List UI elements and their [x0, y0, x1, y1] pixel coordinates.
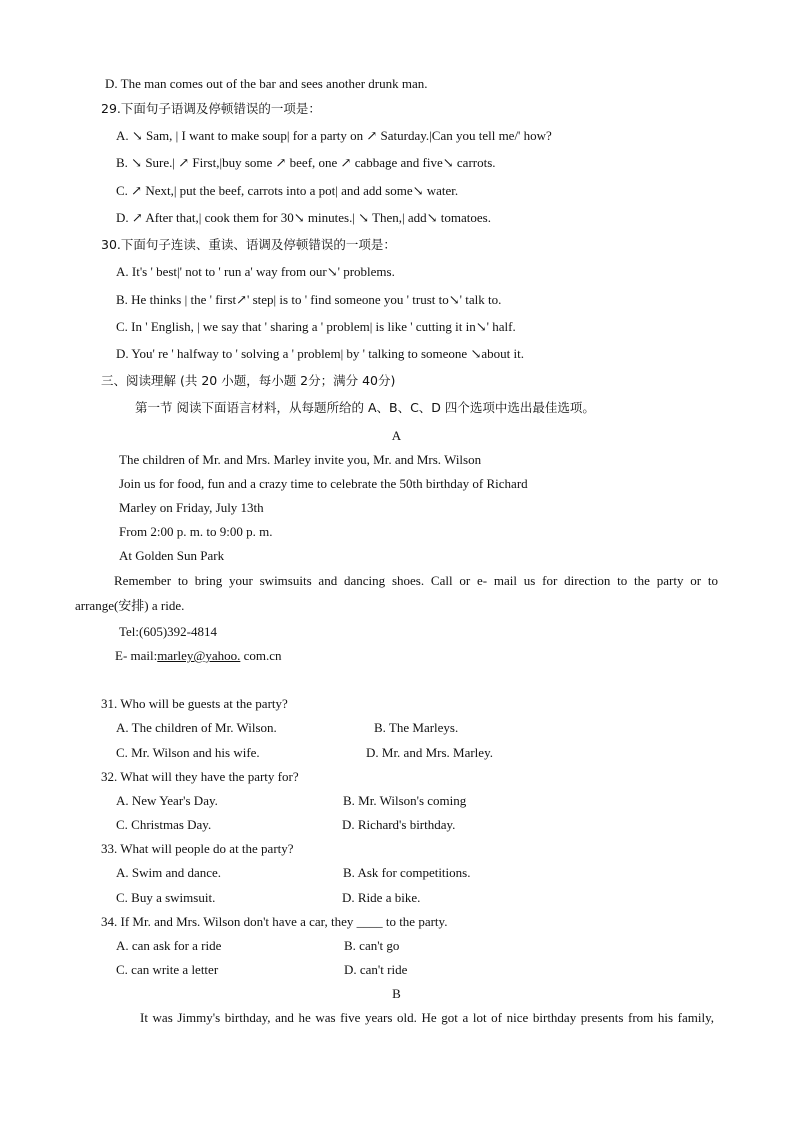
passage-a-line: At Golden Sun Park [119, 548, 225, 563]
q30-option-b: B. He thinks | the ' first↗' step| is to ' find someone you ' trust to↘' talk to. [116, 292, 502, 307]
q33-option-c: C. Buy a swimsuit. [116, 890, 216, 905]
q32-option-a: A. New Year's Day. [116, 793, 218, 808]
q34-stem: 34. If Mr. and Mrs. Wilson don't have a car, they ____ to the party. [101, 914, 448, 929]
passage-a-line: Marley on Friday, July 13th [119, 500, 264, 515]
q31-option-b: B. The Marleys. [374, 720, 459, 735]
q34-option-b: B. can't go [344, 938, 400, 953]
email-label: E- mail: [115, 648, 158, 663]
q33-option-d: D. Ride a bike. [342, 890, 421, 905]
q29-option-b: B. ↘ Sure.| ↗ First,|buy some ↗ beef, one ↗ cabbage and five↘ carrots. [116, 155, 496, 170]
q28-option-d: D. The man comes out of the bar and sees another drunk man. [105, 76, 428, 91]
q31-stem: 31. Who will be guests at the party? [101, 696, 288, 711]
q32-option-c: C. Christmas Day. [116, 817, 212, 832]
q34-option-c: C. can write a letter [116, 962, 219, 977]
q31-option-c: C. Mr. Wilson and his wife. [116, 745, 260, 760]
q33-option-a: A. Swim and dance. [116, 865, 222, 880]
q32-stem: 32. What will they have the party for? [101, 769, 299, 784]
email-link[interactable]: marley@yahoo. [157, 648, 241, 663]
passage-a-remember-cont: arrange(安排) a ride. [75, 598, 185, 613]
passage-b-label: B [392, 986, 401, 1001]
passage-a-tel: Tel:(605)392-4814 [119, 624, 218, 639]
q33-stem: 33. What will people do at the party? [101, 841, 294, 856]
section-heading: 三、阅读理解 (共 20 小题，每小题 2分；满分 40分) [101, 373, 396, 388]
q29-option-a: A. ↘ Sam, | I want to make soup| for a party on ↗ Saturday.|Can you tell me/' how? [116, 128, 552, 143]
passage-b-first-line: It was Jimmy's birthday, and he was five years old. He got a lot of nice birthday presents from his family, [140, 1010, 714, 1025]
q30-option-a: A. It's ' best|' not to ' run a' way from our↘' problems. [116, 264, 395, 279]
q29-option-c: C. ↗ Next,| put the beef, carrots into a pot| and add some↘ water. [116, 183, 459, 198]
email-domain: com.cn [240, 648, 282, 663]
section-instruction: 第一节 阅读下面语言材料，从每题所给的 A、B、C、D 四个选项中选出最佳选项。 [135, 400, 595, 415]
passage-a-remember: Remember to bring your swimsuits and dancing shoes. Call or e- mail us for direction to the party or to [114, 573, 718, 588]
q32-option-d: D. Richard's birthday. [342, 817, 456, 832]
q33-option-b: B. Ask for competitions. [343, 865, 471, 880]
q29-option-d: D. ↗ After that,| cook them for 30↘ minutes.| ↘ Then,| add↘ tomatoes. [116, 210, 491, 225]
q31-option-d: D. Mr. and Mrs. Marley. [366, 745, 493, 760]
q34-option-d: D. can't ride [344, 962, 408, 977]
passage-a-line: The children of Mr. and Mrs. Marley invite you, Mr. and Mrs. Wilson [119, 452, 482, 467]
passage-a-label: A [391, 428, 402, 443]
q30-option-c: C. In ' English, | we say that ' sharing a ' problem| is like ' cutting it in↘' half. [116, 319, 516, 334]
q34-option-a: A. can ask for a ride [116, 938, 222, 953]
passage-a-line: Join us for food, fun and a crazy time to celebrate the 50th birthday of Richard [119, 476, 528, 491]
q30-stem: 30.下面句子连读、重读、语调及停顿错误的一项是： [101, 237, 396, 252]
q30-option-d: D. You' re ' halfway to ' solving a ' problem| by ' talking to someone ↘about it. [116, 346, 524, 361]
passage-a-email [115, 648, 282, 664]
q29-stem: 29.下面句子语调及停顿错误的一项是： [101, 101, 321, 116]
q31-option-a: A. The children of Mr. Wilson. [116, 720, 277, 735]
passage-a-line: From 2:00 p. m. to 9:00 p. m. [119, 524, 273, 539]
q32-option-b: B. Mr. Wilson's coming [343, 793, 467, 808]
